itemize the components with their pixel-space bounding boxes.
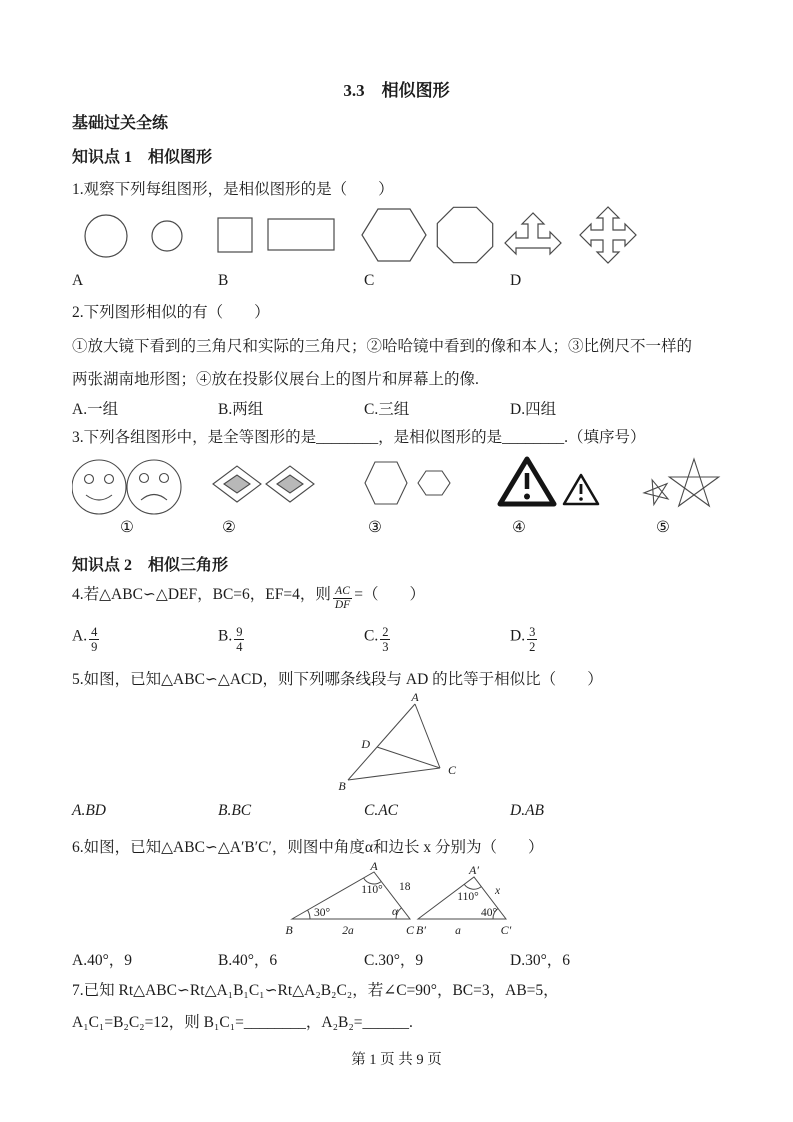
question-1-text: 1.观察下列每组图形，是相似图形的是（ ） [72,181,394,198]
base-label-2a: 2a [342,925,354,937]
q1-option-letter-c: C [364,272,375,289]
q4-option-a-label: A. [72,627,88,645]
q1-option-letter-b: B [218,272,229,289]
q4-option-d [510,625,738,655]
figure-label-5: ⑤ [656,519,670,536]
q4-option-c [364,625,510,655]
angle-label-110-left: 110° [361,884,383,896]
section-heading: 基础过关全练 [72,115,169,132]
q4-option-a-den: 9 [91,640,98,655]
question-3-figure [72,452,732,522]
q4-text-prefix: 4.若△ABC∽△DEF，BC=6，EF=4，则 [72,586,331,603]
base-label-a: a [455,925,461,937]
question-6-figure [284,862,524,942]
vertex-label-B: B [338,779,346,793]
angle-arc-B [308,910,310,919]
page-title: 3.3 相似图形 [343,81,450,100]
question-2-item-line-1: ①放大镜下看到的三角尺和实际的三角尺；②哈哈镜中看到的像和本人；③比例尺不一样的 [72,338,693,355]
q4-option-d-num: 3 [529,625,536,639]
angle-label-alpha: α [392,906,399,918]
vertex-label-A: A [411,692,419,704]
vertex-label-A-prime: A′ [469,863,479,877]
question-4-options [72,625,738,655]
q4-option-a [72,625,218,655]
question-5-options [72,802,738,820]
q4-option-c-den: 3 [382,640,389,655]
segment-DC [377,747,440,768]
angle-label-30: 30° [314,907,331,919]
q4-option-b [218,625,364,655]
q2-option-b: B.两组 [218,401,264,418]
question-6-options [72,948,738,970]
q4-text-suffix: =（ ） [354,586,425,603]
vertex-label-A: A [370,862,378,873]
q5-option-a: A.BD [72,802,107,819]
segment-AB [348,704,415,780]
star-pair-shape [641,459,719,506]
q4-fraction-denominator: DF [334,599,351,611]
question-2-options [72,397,738,419]
four-way-arrow-icon [580,207,636,263]
q1-option-letter-a: A [72,272,84,289]
octagon-shape [437,207,492,262]
small-circle-shape [152,221,182,251]
q4-option-b-num: 9 [236,625,243,639]
question-3-text: 3.下列各组图形中，是全等图形的是________，是相似图形的是________.（填序号） [72,429,646,446]
frowny-face-icon [127,460,181,514]
vertex-label-D: D [361,737,370,751]
vertex-label-C: C [448,763,457,777]
figure-label-3: ③ [368,519,382,536]
q6-option-b: B.40°，6 [218,952,278,969]
knowledge-point-2-heading: 知识点 2 相似三角形 [72,557,229,574]
question-7-line-1: 7.已知 Rt△ABC∽Rt△A₁B₁C₁∽Rt△A₂B₂C₂，若∠C=90°，BC=3，AB=5， [72,982,559,999]
q6-option-a: A.40°，9 [72,952,133,969]
vertex-label-B: B [285,923,293,937]
angle-label-110-right: 110° [457,891,479,903]
knowledge-point-1-heading: 知识点 1 相似图形 [72,149,213,166]
q5-option-d: D.AB [510,802,545,819]
warning-triangle-large-icon [500,459,554,504]
vertex-label-B-prime: B′ [416,923,426,937]
hexagon-shape [362,209,426,261]
warning-triangle-small-icon [564,475,598,504]
q4-option-b-label: B. [218,627,233,645]
segment-BC [348,768,440,780]
q4-fraction [333,585,352,612]
side-label-18: 18 [399,881,411,893]
q2-option-a: A.一组 [72,401,119,418]
q5-option-c: C.AC [364,802,399,819]
question-5-text: 5.如图，已知△ABC∽△ACD，则下列哪条线段与 AD 的比等于相似比（ ） [72,671,603,688]
q5-option-b: B.BC [218,802,252,819]
figure-label-4: ④ [512,519,526,536]
rectangle-shape [268,219,334,250]
figure-label-1: ① [120,519,134,536]
question-5-figure [330,692,490,794]
q4-option-d-label: D. [510,627,526,645]
q4-fraction-numerator: AC [333,585,352,599]
q4-option-b-den: 4 [236,640,243,655]
question-6-text: 6.如图，已知△ABC∽△A′B′C′，则图中角度α和边长 x 分别为（ ） [72,839,544,856]
question-1-option-letters [72,272,738,290]
angle-label-40: 40° [481,907,498,919]
question-1-figure [72,202,732,270]
q4-option-c-num: 2 [382,625,389,639]
q4-option-a-fraction [89,625,99,655]
question-2-text: 2.下列图形相似的有（ ） [72,304,270,321]
q4-option-d-den: 2 [529,640,536,655]
hexagon-pair-shape [365,462,450,504]
side-label-x: x [495,885,501,897]
q2-option-d: D.四组 [510,401,557,418]
three-way-arrow-icon [505,213,561,254]
q2-option-c: C.三组 [364,401,410,418]
q4-option-c-fraction [380,625,390,655]
q4-option-c-label: C. [364,627,379,645]
q4-option-a-num: 4 [91,625,98,639]
q1-option-letter-d: D [510,272,522,289]
q6-option-d: D.30°，6 [510,952,571,969]
page-footer: 第 1 页 共 9 页 [351,1052,442,1068]
vertex-label-C-prime: C′ [500,923,512,937]
question-7-line-2: A₁C₁=B₂C₂=12，则 B₁C₁=________，A₂B₂=______. [72,1014,413,1031]
large-circle-shape [85,215,127,257]
angle-arc-A-prime [464,884,481,889]
diamond-pair-shape [213,466,314,502]
smiley-face-icon [72,460,126,514]
question-4-text [72,582,425,612]
segment-AC [415,704,440,768]
vertex-label-C: C [405,923,415,937]
figure-label-2: ② [222,519,236,536]
q4-option-b-fraction [234,625,244,655]
q4-option-d-fraction [527,625,537,655]
square-shape [218,218,252,252]
q6-option-c: C.30°，9 [364,952,424,969]
question-2-item-line-2: 两张湖南地形图；④放在投影仪展台上的图片和屏幕上的像. [72,371,479,388]
